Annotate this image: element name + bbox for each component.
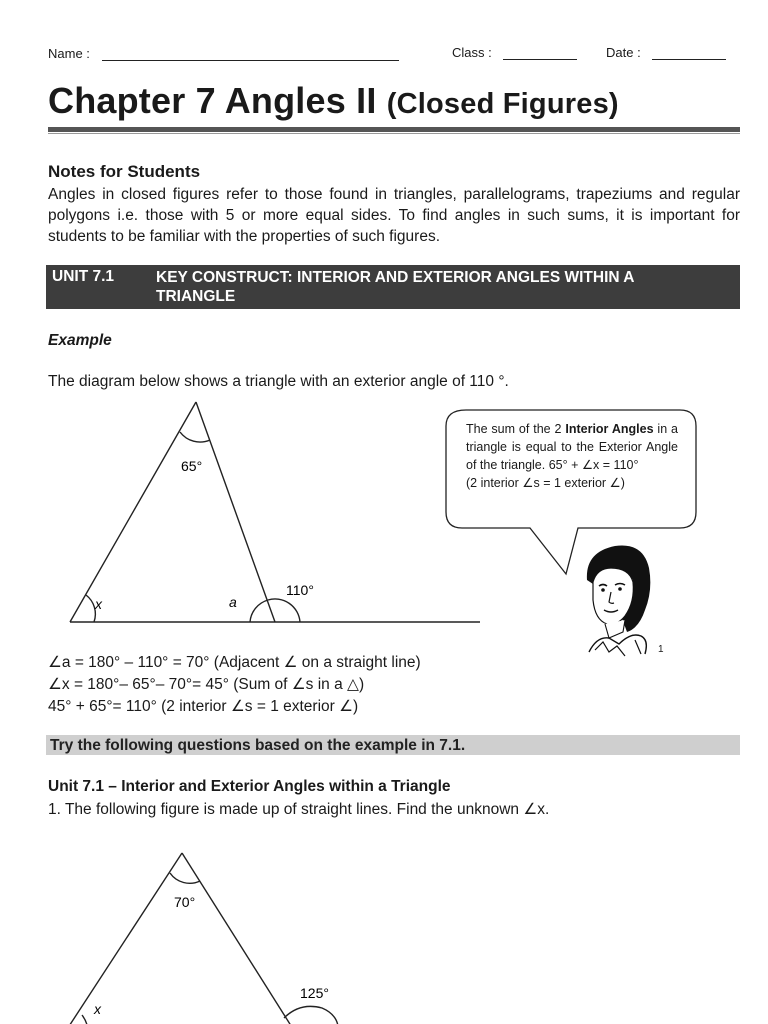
q-exterior-angle-label: 125° — [300, 985, 329, 1001]
bubble-text — [466, 420, 678, 492]
bubble-text-bold: Interior Angles — [565, 422, 654, 436]
working-line-3: 45° + 65°= 110° (2 interior ∠s = 1 exterior ∠) — [48, 698, 359, 715]
question-1-text: 1. The following figure is made up of straight lines. Find the unknown ∠x. — [48, 801, 550, 818]
example-label: Example — [48, 332, 112, 349]
interior-a-label: a — [229, 594, 237, 610]
unit-code: UNIT 7.1 — [52, 268, 115, 285]
triangle-right-side — [196, 402, 275, 622]
q-exterior-angle-arc — [284, 1006, 338, 1024]
question-heading: Unit 7.1 – Interior and Exterior Angles within a Triangle — [48, 778, 451, 795]
left-angle-label: x — [95, 596, 102, 612]
unit-banner — [46, 265, 740, 309]
bubble-text-part2: in a triangle is equal to the Exterior Angle of the triangle. 65° + ∠x = 110° — [466, 422, 678, 472]
date-blank — [652, 59, 726, 60]
bubble-text-part1: The sum of the 2 — [466, 422, 566, 436]
q-triangle-left-side — [60, 853, 182, 1024]
notes-heading: Notes for Students — [48, 162, 201, 181]
example-intro: The diagram below shows a triangle with an exterior angle of 110 °. — [48, 373, 509, 390]
notes-body: Angles in closed figures refer to those found in triangles, parallelograms, trapeziums and regular polygons i.e. those with 5 or more equal sides. To find angles in such sums, it is important for students to be familiar with the properties of such figures. — [48, 186, 740, 245]
name-label: Name : — [48, 46, 90, 61]
footnote-marker: 1 — [658, 644, 664, 655]
class-label: Class : — [452, 45, 492, 60]
exterior-angle-arc — [268, 599, 300, 622]
page-title — [48, 80, 619, 122]
title-sub: (Closed Figures) — [386, 88, 619, 120]
exterior-angle-label: 110° — [286, 582, 314, 598]
date-label: Date : — [606, 45, 641, 60]
triangle-left-side — [70, 402, 196, 622]
name-blank — [102, 60, 399, 61]
title-main: Chapter 7 Angles II — [48, 80, 377, 121]
q-left-angle-label: x — [94, 1001, 101, 1017]
student-body-icon — [589, 620, 646, 656]
title-rule-thin — [48, 133, 740, 134]
top-angle-label: 65° — [181, 458, 203, 474]
interior-a-arc — [250, 600, 268, 622]
unit-title: KEY CONSTRUCT: INTERIOR AND EXTERIOR ANGLES WITHIN A TRIANGLE — [156, 269, 634, 305]
example-triangle-figure — [0, 390, 500, 640]
q-top-angle-label: 70° — [174, 894, 196, 910]
working-line-2: ∠x = 180°– 65°– 70°= 45° (Sum of ∠s in a △) — [48, 676, 365, 693]
bubble-text-line2: (2 interior ∠s = 1 exterior ∠) — [466, 476, 625, 490]
class-blank — [503, 59, 577, 60]
q-triangle-right-side — [182, 853, 300, 1024]
working-line-1: ∠a = 180° – 110° = 70° (Adjacent ∠ on a straight line) — [48, 654, 421, 671]
top-angle-arc — [180, 432, 210, 442]
left-angle-arc — [86, 595, 95, 622]
title-rule — [48, 127, 740, 132]
question-triangle-figure — [0, 840, 420, 1024]
try-banner-text: Try the following questions based on the example in 7.1. — [50, 737, 466, 754]
q-left-angle-arc — [82, 1015, 88, 1024]
student-illustration — [575, 540, 670, 665]
